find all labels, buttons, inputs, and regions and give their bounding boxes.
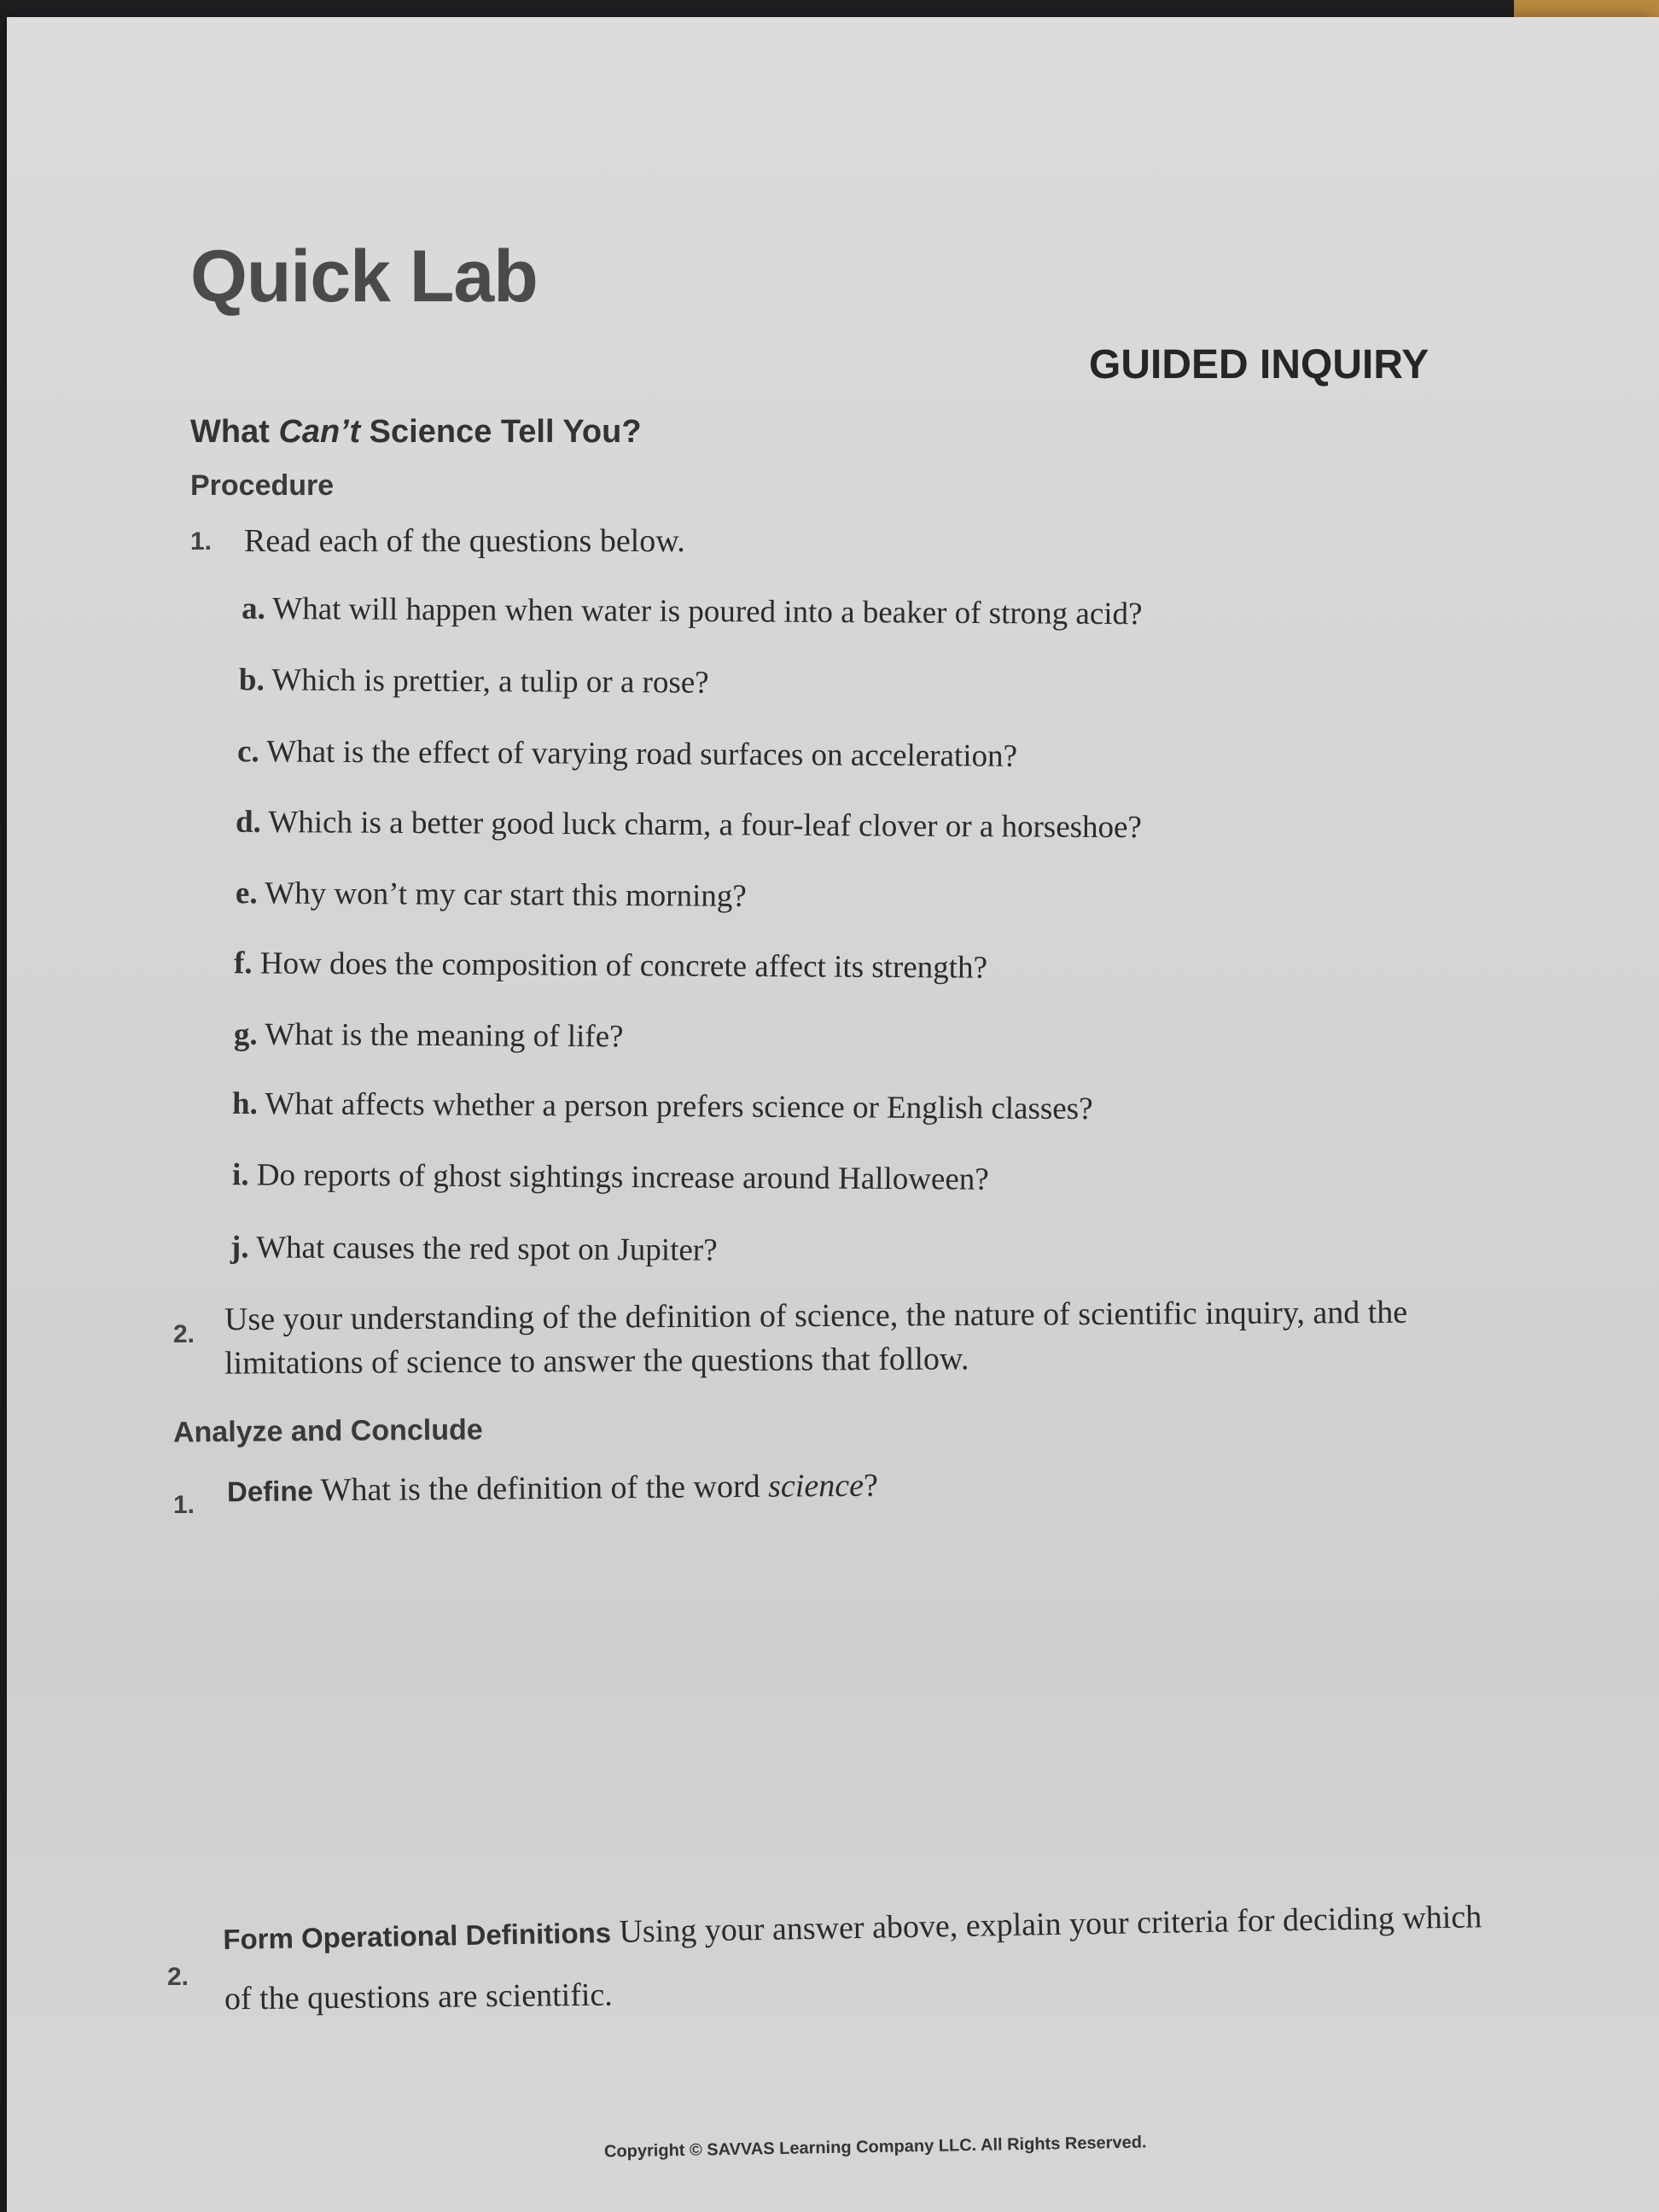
analyze-heading: Analyze and Conclude (172, 1413, 483, 1449)
worksheet-page (7, 17, 1659, 2212)
question-g (234, 1016, 624, 1056)
step-2-number: 2. (173, 1320, 195, 1348)
analyze-q2-lead: Form Operational Definitions (223, 1917, 612, 1955)
step-2-text-line2: limitations of science to answer the questions that follow. (224, 1341, 969, 1382)
question-c (237, 733, 1017, 775)
question-letter: c. (236, 734, 259, 770)
question-letter: h. (231, 1086, 258, 1122)
question-letter: j. (230, 1230, 249, 1266)
question-letter: e. (235, 876, 258, 911)
guided-inquiry-badge: GUIDED INQUIRY (1089, 342, 1429, 387)
question-f (234, 945, 987, 986)
subtitle-italic: Can’t (278, 414, 361, 450)
step-1-text: Read each of the questions below. (244, 523, 685, 559)
question-text: What affects whether a person prefers science or English classes? (265, 1086, 1093, 1127)
question-d (236, 804, 1142, 846)
lab-subtitle (190, 414, 642, 451)
question-letter: a. (241, 591, 265, 626)
analyze-q1-italic: science (767, 1467, 864, 1505)
question-letter: g. (233, 1016, 258, 1052)
analyze-q1-lead: Define (226, 1475, 314, 1508)
question-letter: f. (233, 946, 253, 981)
question-text: What is the effect of varying road surfaces on acceleration? (266, 734, 1018, 774)
question-text: Which is a better good luck charm, a four-leaf clover or a horseshoe? (268, 804, 1143, 846)
question-text: What is the meaning of life? (265, 1016, 624, 1055)
question-letter: b. (238, 662, 265, 698)
analyze-q1-post: ? (863, 1467, 879, 1504)
question-text: Do reports of ghost sightings increase around Halloween? (256, 1157, 989, 1197)
subtitle-pre: What (190, 414, 279, 450)
question-text: What will happen when water is poured into a beaker of strong acid? (272, 591, 1143, 632)
question-text: Which is prettier, a tulip or a rose? (271, 662, 709, 701)
question-b (239, 661, 709, 701)
step-1-number: 1. (190, 527, 212, 556)
analyze-q1 (227, 1467, 878, 1511)
question-text: What causes the red spot on Jupiter? (256, 1230, 718, 1268)
page-title: Quick Lab (190, 236, 538, 317)
analyze-q2-line2: of the questions are scientific. (224, 1976, 614, 2017)
step-2-text-line1: Use your understanding of the definition of science, the nature of scientific inquiry, and the (224, 1294, 1408, 1338)
analyze-q1-pre: What is the definition of the word (312, 1468, 769, 1509)
question-text: Why won’t my car start this morning? (265, 876, 747, 914)
question-h (232, 1086, 1093, 1127)
procedure-heading: Procedure (190, 469, 335, 502)
question-a (242, 591, 1143, 632)
question-text: How does the composition of concrete affect its strength? (259, 946, 988, 986)
analyze-q2-line1 (223, 1898, 1482, 1958)
question-i (232, 1156, 989, 1197)
question-e (236, 875, 747, 915)
question-letter: i. (231, 1157, 249, 1193)
subtitle-post: Science Tell You? (360, 414, 642, 450)
question-j (230, 1229, 718, 1268)
question-letter: d. (235, 804, 261, 840)
analyze-q2-text-line1: Using your answer above, explain your criteria for deciding which (610, 1899, 1482, 1951)
copyright-footer: Copyright © SAVVAS Learning Company LLC. All Rights Reserved. (603, 2133, 1147, 2162)
analyze-q2-number: 2. (167, 1963, 189, 1991)
analyze-q1-number: 1. (173, 1491, 195, 1519)
